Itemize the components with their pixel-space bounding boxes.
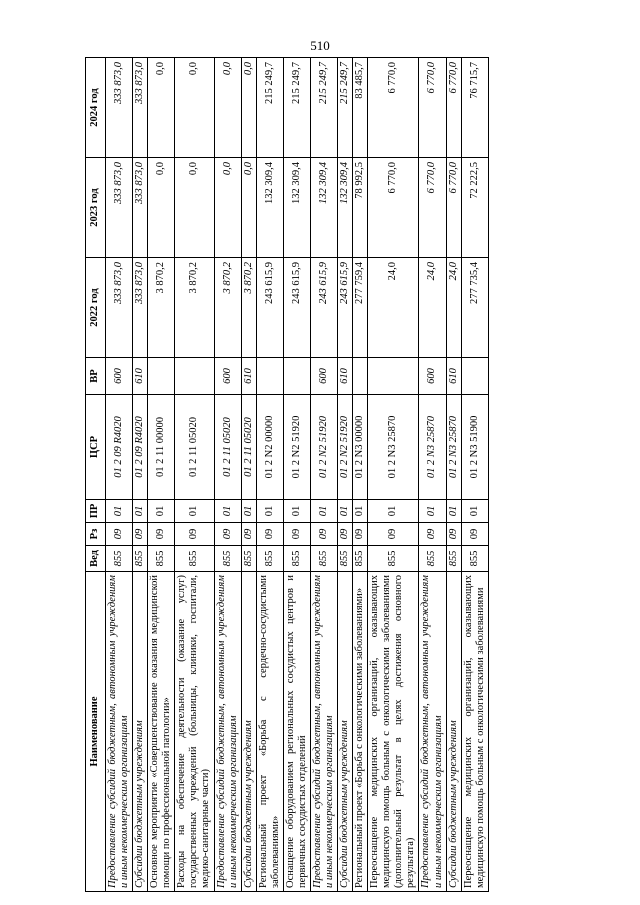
- header-2024: 2024 год: [86, 58, 106, 158]
- row-2024: 6 770,0: [446, 58, 461, 158]
- table-row: [241, 58, 256, 892]
- row-2023: 6 770,0: [446, 158, 461, 258]
- row-csr: 01 2 11 00000: [148, 395, 175, 500]
- table-row: [461, 58, 488, 892]
- row-pr: 01: [283, 500, 310, 523]
- table-row: [175, 58, 214, 892]
- row-2024: 0,0: [175, 58, 214, 158]
- header-pr: ПР: [86, 500, 106, 523]
- row-vr: [256, 358, 283, 395]
- row-ved: 855: [353, 546, 368, 572]
- header-2023: 2023 год: [86, 158, 106, 258]
- row-rz: 09: [283, 523, 310, 546]
- row-rz: 09: [106, 523, 133, 546]
- row-2023: 333 873,0: [133, 158, 148, 258]
- row-name: Оснащение оборудованием региональных сосудистых центров и первичных сосудистых отделений: [283, 572, 310, 892]
- row-vr: 610: [338, 358, 353, 395]
- row-name: Субсидии бюджетным учреждениям: [446, 572, 461, 892]
- row-2023: 6 770,0: [368, 158, 419, 258]
- row-2024: 0,0: [214, 58, 241, 158]
- row-name: Субсидии бюджетным учреждениям: [338, 572, 353, 892]
- row-rz: 09: [148, 523, 175, 546]
- row-2022: 277 759,4: [353, 258, 368, 358]
- row-name: Основное мероприятие «Совершенствование оказания медицинской помощи по профессиональной патологии»: [148, 572, 175, 892]
- table-row: [256, 58, 283, 892]
- row-name: Переоснащение медицинских организаций, оказывающих медицинскую помощь больным с онкологическими заболеваниями: [461, 572, 488, 892]
- rotated-page: [85, 5, 620, 900]
- row-2022: 24,0: [446, 258, 461, 358]
- row-2023: 72 222,5: [461, 158, 488, 258]
- row-csr: 01 2 N2 51920: [310, 395, 337, 500]
- row-2024: 333 873,0: [106, 58, 133, 158]
- row-2023: 132 309,4: [338, 158, 353, 258]
- header-2022: 2022 год: [86, 258, 106, 358]
- row-csr: 01 2 N3 25870: [368, 395, 419, 500]
- table-row: [106, 58, 133, 892]
- row-2023: 78 992,5: [353, 158, 368, 258]
- row-2024: 83 485,7: [353, 58, 368, 158]
- row-pr: 01: [106, 500, 133, 523]
- row-ved: 855: [133, 546, 148, 572]
- row-csr: 01 2 N3 51900: [461, 395, 488, 500]
- table-row: [148, 58, 175, 892]
- row-ved: 855: [310, 546, 337, 572]
- row-2022: 3 870,2: [175, 258, 214, 358]
- row-name: Региональный проект «Борьба с онкологическими заболеваниями»: [353, 572, 368, 892]
- table-body: [106, 58, 489, 892]
- row-csr: 01 2 N3 25870: [419, 395, 446, 500]
- row-2022: 243 615,9: [256, 258, 283, 358]
- table-row: [133, 58, 148, 892]
- row-name: Субсидии бюджетным учреждениям: [241, 572, 256, 892]
- row-rz: 09: [256, 523, 283, 546]
- header-vr: ВР: [86, 358, 106, 395]
- row-ved: 855: [419, 546, 446, 572]
- row-vr: [175, 358, 214, 395]
- row-2024: 215 249,7: [310, 58, 337, 158]
- row-rz: 09: [446, 523, 461, 546]
- row-pr: 01: [338, 500, 353, 523]
- row-2023: 132 309,4: [310, 158, 337, 258]
- table-row: [214, 58, 241, 892]
- row-rz: 09: [214, 523, 241, 546]
- row-csr: 01 2 N2 00000: [256, 395, 283, 500]
- row-pr: 01: [446, 500, 461, 523]
- row-rz: 09: [353, 523, 368, 546]
- row-vr: [461, 358, 488, 395]
- row-name: Предоставление субсидий бюджетным, автономным учреждениям и иным некоммерческим организациям: [310, 572, 337, 892]
- row-name: Переоснащение медицинских организаций, оказывающих медицинскую помощь больным с онкологическими заболеваниями (дополнительный результат в целях достижения основного результата): [368, 572, 419, 892]
- table-row: [310, 58, 337, 892]
- header-ved: Вед: [86, 546, 106, 572]
- row-vr: 600: [214, 358, 241, 395]
- row-2024: 76 715,7: [461, 58, 488, 158]
- row-pr: 01: [148, 500, 175, 523]
- row-2024: 6 770,0: [419, 58, 446, 158]
- row-2022: 243 615,9: [310, 258, 337, 358]
- row-ved: 855: [283, 546, 310, 572]
- row-rz: 09: [133, 523, 148, 546]
- row-vr: [283, 358, 310, 395]
- row-2022: 24,0: [368, 258, 419, 358]
- row-name: Расходы на обеспечение деятельности (оказание услуг) государственных учреждений (больницы, клиники, госпитали, медико-санитарные части): [175, 572, 214, 892]
- row-2022: 24,0: [419, 258, 446, 358]
- row-name: Предоставление субсидий бюджетным, автономным учреждениям и иным некоммерческим организациям: [106, 572, 133, 892]
- row-ved: 855: [106, 546, 133, 572]
- row-csr: 01 2 09 R4020: [133, 395, 148, 500]
- row-name: Предоставление субсидий бюджетным, автономным учреждениям и иным некоммерческим организациям: [214, 572, 241, 892]
- row-ved: 855: [214, 546, 241, 572]
- row-ved: 855: [368, 546, 419, 572]
- table-header-row: [86, 58, 106, 892]
- header-rz: Рз: [86, 523, 106, 546]
- row-pr: 01: [241, 500, 256, 523]
- row-2024: 0,0: [148, 58, 175, 158]
- row-pr: 01: [368, 500, 419, 523]
- row-vr: 610: [133, 358, 148, 395]
- row-2023: 132 309,4: [256, 158, 283, 258]
- row-ved: 855: [148, 546, 175, 572]
- row-csr: 01 2 11 05020: [214, 395, 241, 500]
- table-row: [419, 58, 446, 892]
- header-csr: ЦСР: [86, 395, 106, 500]
- row-2022: 3 870,2: [241, 258, 256, 358]
- row-csr: 01 2 N2 51920: [338, 395, 353, 500]
- row-2024: 215 249,7: [283, 58, 310, 158]
- row-ved: 855: [446, 546, 461, 572]
- row-rz: 09: [241, 523, 256, 546]
- row-rz: 09: [310, 523, 337, 546]
- table-row: [446, 58, 461, 892]
- row-2024: 6 770,0: [368, 58, 419, 158]
- row-pr: 01: [461, 500, 488, 523]
- row-2022: 3 870,2: [148, 258, 175, 358]
- row-vr: 600: [419, 358, 446, 395]
- row-pr: 01: [175, 500, 214, 523]
- row-2022: 243 615,9: [338, 258, 353, 358]
- row-2023: 132 309,4: [283, 158, 310, 258]
- row-2022: 277 735,4: [461, 258, 488, 358]
- row-pr: 01: [353, 500, 368, 523]
- row-pr: 01: [419, 500, 446, 523]
- row-name: Предоставление субсидий бюджетным, автономным учреждениям и иным некоммерческим организациям: [419, 572, 446, 892]
- row-csr: 01 2 11 05020: [175, 395, 214, 500]
- table-row: [353, 58, 368, 892]
- row-name: Региональный проект «Борьба с сердечно-сосудистыми заболеваниями»: [256, 572, 283, 892]
- row-2023: 333 873,0: [106, 158, 133, 258]
- row-vr: [148, 358, 175, 395]
- row-2024: 215 249,7: [256, 58, 283, 158]
- row-csr: 01 2 N2 51920: [283, 395, 310, 500]
- row-2024: 333 873,0: [133, 58, 148, 158]
- row-2023: 0,0: [214, 158, 241, 258]
- row-2023: 6 770,0: [419, 158, 446, 258]
- row-ved: 855: [241, 546, 256, 572]
- row-rz: 09: [368, 523, 419, 546]
- row-ved: 855: [256, 546, 283, 572]
- table-row: [338, 58, 353, 892]
- row-vr: 610: [241, 358, 256, 395]
- row-ved: 855: [461, 546, 488, 572]
- row-2022: 333 873,0: [133, 258, 148, 358]
- row-rz: 09: [419, 523, 446, 546]
- table-row: [368, 58, 419, 892]
- row-2022: 3 870,2: [214, 258, 241, 358]
- row-2023: 0,0: [241, 158, 256, 258]
- row-2022: 243 615,9: [283, 258, 310, 358]
- budget-table: [85, 57, 489, 892]
- row-pr: 01: [310, 500, 337, 523]
- row-2022: 333 873,0: [106, 258, 133, 358]
- header-name: Наименование: [86, 572, 106, 892]
- row-rz: 09: [461, 523, 488, 546]
- row-ved: 855: [338, 546, 353, 572]
- row-vr: [353, 358, 368, 395]
- row-csr: 01 2 N3 00000: [353, 395, 368, 500]
- row-2024: 215 249,7: [338, 58, 353, 158]
- row-vr: [368, 358, 419, 395]
- row-ved: 855: [175, 546, 214, 572]
- row-2024: 0,0: [241, 58, 256, 158]
- row-rz: 09: [175, 523, 214, 546]
- row-pr: 01: [133, 500, 148, 523]
- row-2023: 0,0: [175, 158, 214, 258]
- table-row: [283, 58, 310, 892]
- row-pr: 01: [214, 500, 241, 523]
- row-csr: 01 2 N3 25870: [446, 395, 461, 500]
- row-vr: 600: [106, 358, 133, 395]
- row-csr: 01 2 11 05020: [241, 395, 256, 500]
- row-2023: 0,0: [148, 158, 175, 258]
- page-number: 510: [310, 38, 330, 53]
- row-rz: 09: [338, 523, 353, 546]
- row-csr: 01 2 09 R4020: [106, 395, 133, 500]
- row-pr: 01: [256, 500, 283, 523]
- row-vr: 600: [310, 358, 337, 395]
- row-vr: 610: [446, 358, 461, 395]
- row-name: Субсидии бюджетным учреждениям: [133, 572, 148, 892]
